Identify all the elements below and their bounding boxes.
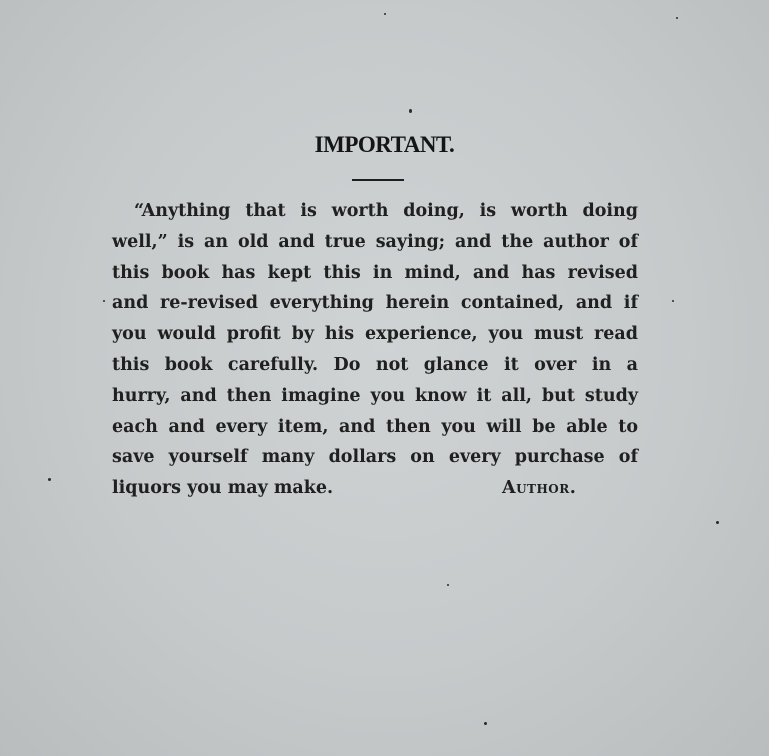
scan-speck <box>409 109 412 113</box>
paragraph-line: hurry, and then imagine you know it all, but study <box>112 385 638 406</box>
paragraph-line: this book carefully. Do not glance it over in a <box>112 354 638 375</box>
paragraph-line: each and every item, and then you will be able to <box>112 416 638 437</box>
paragraph-last-line <box>112 473 638 504</box>
scan-speck <box>676 17 678 19</box>
scan-speck <box>484 722 487 725</box>
scan-speck <box>48 478 51 481</box>
scan-speck <box>672 300 674 302</box>
notice-paragraph <box>112 196 638 504</box>
scan-speck <box>716 521 719 524</box>
paragraph-line: well,” is an old and true saying; and the author of <box>112 231 638 252</box>
paragraph-line: liquors you may make. <box>112 478 334 499</box>
paragraph-line: and re-revised everything herein contained, and if <box>112 293 638 314</box>
paragraph-line: this book has kept this in mind, and has revised <box>112 262 638 283</box>
author-signature: Author. <box>502 478 577 499</box>
paragraph-line: you would profit by his experience, you must read <box>112 324 638 345</box>
title-divider <box>352 179 404 181</box>
scan-speck <box>384 13 386 15</box>
scan-speck <box>103 300 105 302</box>
paragraph-line: “Anything that is worth doing, is worth doing <box>134 201 638 221</box>
page-title: IMPORTANT. <box>314 132 455 157</box>
scan-speck <box>447 584 449 586</box>
paragraph-line: save yourself many dollars on every purchase of <box>112 447 638 468</box>
